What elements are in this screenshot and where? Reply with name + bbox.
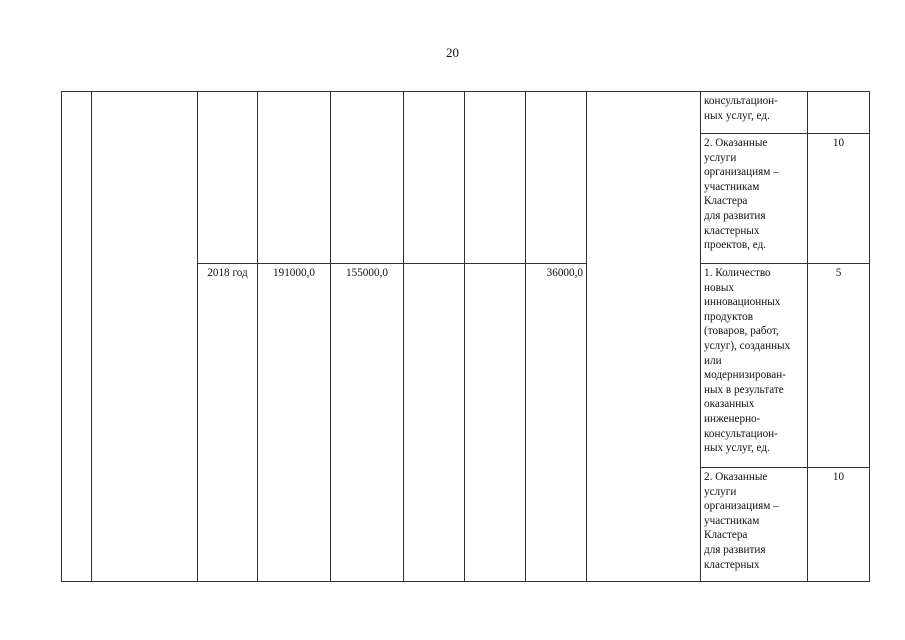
amount-cell-5: 36000,0 [526, 264, 587, 582]
indicator-cell: 2. Оказанные услуги организациям – участникам Кластера для развития кластерных проектов, ед. [701, 134, 808, 264]
indicator-cell: 2. Оказанные услуги организациям – участникам Кластера для развития кластерных [701, 468, 808, 582]
year-cell: 2018 год [198, 264, 258, 582]
amount-cell-3 [404, 264, 465, 582]
cell-executor-col [587, 92, 701, 582]
indicator-cell: консультацион- ных услуг, ед. [701, 92, 808, 134]
cell-total-blank [258, 92, 331, 264]
page-number: 20 [446, 45, 459, 60]
indicator-value: 5 [808, 264, 870, 468]
cell-col2-blank [331, 92, 404, 264]
indicator-value: 10 [808, 468, 870, 582]
indicator-value [808, 92, 870, 134]
cell-number-col [62, 92, 92, 582]
cell-col5-blank [526, 92, 587, 264]
table-row [62, 92, 870, 134]
cell-name-col [92, 92, 198, 582]
total-amount-cell: 191000,0 [258, 264, 331, 582]
cell-col4-blank [465, 92, 526, 264]
cell-col3-blank [404, 92, 465, 264]
indicator-value: 10 [808, 134, 870, 264]
program-table [61, 91, 870, 582]
amount-cell-4 [465, 264, 526, 582]
indicator-cell: 1. Количество новых инновационных продуктов (товаров, работ, услуг), созданных или модернизирован- ных в результате оказанных инженерно- консультацион- ных услуг, ед. [701, 264, 808, 468]
cell-year-blank [198, 92, 258, 264]
amount-cell-2: 155000,0 [331, 264, 404, 582]
